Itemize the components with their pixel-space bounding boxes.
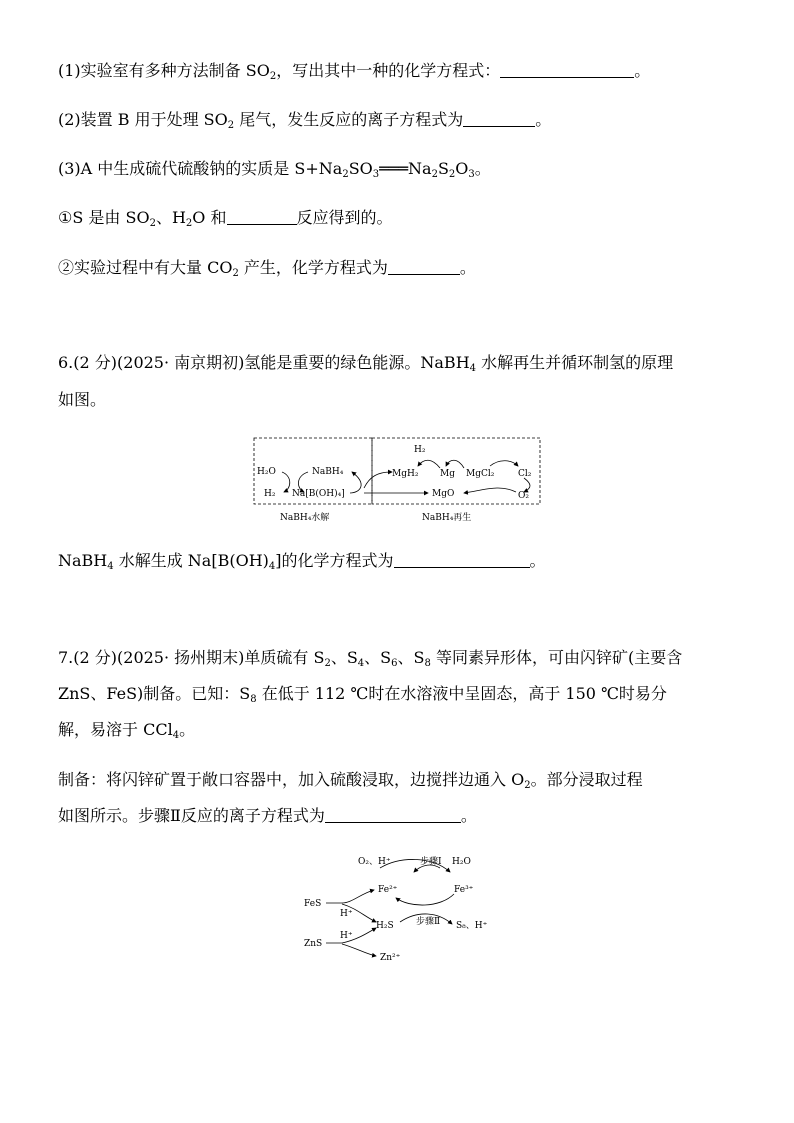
cl2-o2-arrow	[524, 478, 530, 492]
subscript: 4	[172, 730, 180, 741]
subscript: 2	[431, 169, 438, 180]
text: ①S 是由 SO	[58, 208, 150, 227]
answer-blank[interactable]	[388, 258, 460, 275]
text: O	[455, 159, 469, 178]
zns-zn-arrow	[342, 944, 376, 956]
h2-left-label: H₂	[264, 489, 276, 499]
subscript: 2	[342, 169, 349, 180]
subscript: 4	[107, 561, 114, 572]
subscript: 4	[268, 561, 276, 572]
subscript: 2	[448, 169, 456, 180]
mgcl2-label: MgCl₂	[466, 469, 495, 479]
fe3-label: Fe³⁺	[454, 885, 474, 895]
q6-stem-line2: 如图。	[58, 390, 107, 409]
mg-label: Mg	[440, 469, 455, 479]
subscript: 8	[424, 658, 431, 669]
nabh4-label: NaBH₄	[312, 467, 344, 477]
text: 、S	[397, 648, 425, 667]
h2-top-label: H₂	[414, 445, 426, 455]
text: O 和	[192, 208, 227, 227]
subscript: 2	[149, 218, 156, 229]
text: 7.(2 分)(2025· 扬州期末)单质硫有 S	[58, 648, 325, 667]
q7-stem-line5	[58, 806, 477, 826]
zn2-label: Zn²⁺	[380, 953, 401, 963]
text: 。	[529, 551, 546, 570]
text: 水解再生并循环制氢的原理	[476, 353, 674, 372]
cl2-label: Cl₂	[518, 469, 532, 479]
subscript: 3	[372, 169, 380, 180]
text: 制备：将闪锌矿置于敞口容器中，加入硫酸浸取，边搅拌边通入 O	[58, 770, 525, 789]
mg-cycle-arrow	[446, 460, 464, 468]
regen-arrow	[364, 472, 392, 488]
q-prev-part3-sub1	[58, 208, 393, 228]
subscript: 2	[524, 780, 531, 791]
text: 、H	[155, 208, 186, 227]
text: ]的化学方程式为	[275, 551, 394, 570]
text: S	[437, 159, 449, 178]
h2o-label: H₂O	[452, 857, 471, 867]
o2-label: O₂	[518, 491, 529, 501]
subscript: 2	[324, 658, 331, 669]
answer-blank[interactable]	[463, 110, 535, 127]
h-plus-label-2: H⁺	[340, 931, 353, 941]
q-prev-part1	[58, 61, 650, 81]
text: ZnS、FeS)制备。已知：S	[58, 684, 251, 703]
mgh2-label: MgH₂	[392, 469, 419, 479]
fe-cycle-arrow	[396, 894, 454, 905]
step1-label: 步骤Ⅰ	[420, 857, 442, 867]
text: 如图所示。步骤Ⅱ反应的离子方程式为	[58, 806, 325, 825]
q6-answer-line	[58, 551, 546, 571]
text: 在低于 112 ℃时在水溶液中呈固态，高于 150 ℃时易分	[256, 684, 667, 703]
fe2-label: Fe²⁺	[378, 885, 398, 895]
text: 。	[179, 720, 196, 739]
hydrolysis-caption: NaBH₄水解	[280, 513, 330, 523]
leaching-process-diagram	[300, 848, 506, 966]
text: 水解生成 Na[B(OH)	[113, 551, 269, 570]
subscript: 8	[250, 694, 257, 705]
text: NaBH	[58, 551, 108, 570]
q7-stem-line4	[58, 770, 643, 790]
text: SO	[348, 159, 373, 178]
regen-arrow	[350, 472, 361, 493]
h-plus-label-1: H⁺	[340, 909, 353, 919]
naboh4-label: Na[B(OH)₄]	[292, 489, 345, 499]
text: (3)A 中生成硫代硫酸钠的实质是 S+Na	[58, 159, 343, 178]
step2-label: 步骤Ⅱ	[416, 917, 441, 927]
nabh4-cycle-diagram	[252, 436, 544, 528]
q-prev-part2	[58, 110, 551, 130]
text: 。	[634, 61, 651, 80]
text: (1)实验室有多种方法制备 SO	[58, 61, 270, 80]
fes-label: FeS	[304, 899, 322, 909]
q7-stem-line3	[58, 720, 195, 740]
text: 、S	[330, 648, 358, 667]
text: 等同素异形体，可由闪锌矿(主要含	[430, 648, 683, 667]
q-prev-part3	[58, 159, 491, 179]
text: 。部分浸取过程	[530, 770, 643, 789]
answer-blank[interactable]	[325, 806, 461, 823]
h2s-label: H₂S	[376, 921, 394, 931]
text: 反应得到的。	[296, 208, 393, 227]
regeneration-caption: NaBH₄再生	[422, 513, 472, 523]
q-prev-part3-sub2	[58, 258, 476, 278]
q7-stem-line2	[58, 684, 667, 704]
text: 产生，化学方程式为	[238, 258, 388, 277]
h2o-label: H₂O	[257, 467, 276, 477]
answer-blank[interactable]	[500, 61, 634, 78]
mgo-arrow	[464, 488, 516, 493]
mg-cycle-arrow	[490, 461, 518, 466]
subscript: 2	[232, 268, 239, 279]
text: 解，易溶于 CCl	[58, 720, 173, 739]
subscript: 3	[468, 169, 475, 180]
subscript: 2	[227, 120, 235, 131]
subscript: 4	[469, 363, 477, 374]
text: 尾气，发生反应的离子方程式为	[234, 110, 464, 129]
subscript: 4	[357, 658, 365, 669]
text: 6.(2 分)(2025· 南京期初)氢能是重要的绿色能源。NaBH	[58, 353, 470, 372]
text: 、S	[364, 648, 392, 667]
text: ②实验过程中有大量 CO	[58, 258, 233, 277]
text: 。	[460, 806, 477, 825]
subscript: 2	[269, 71, 277, 82]
zns-label: ZnS	[304, 939, 323, 949]
answer-blank[interactable]	[394, 551, 530, 568]
text: 。	[535, 110, 552, 129]
text: (2)装置 B 用于处理 SO	[58, 110, 228, 129]
text: ═══Na	[379, 159, 432, 178]
text: ，写出其中一种的化学方程式：	[276, 61, 501, 80]
text: 。	[459, 258, 476, 277]
mg-cycle-arrow	[418, 460, 440, 468]
q7-stem-line1	[58, 648, 682, 668]
q6-stem-line1	[58, 353, 673, 373]
s8-h-label: S₈、H⁺	[456, 921, 488, 931]
fes-arrow	[326, 890, 374, 903]
mgo-label: MgO	[432, 489, 455, 499]
subscript: 2	[185, 218, 193, 229]
o2-h-label: O₂、H⁺	[358, 857, 391, 867]
hydrolysis-arrow	[282, 472, 290, 492]
answer-blank[interactable]	[227, 208, 297, 225]
text: 。	[474, 159, 491, 178]
subscript: 6	[391, 658, 398, 669]
